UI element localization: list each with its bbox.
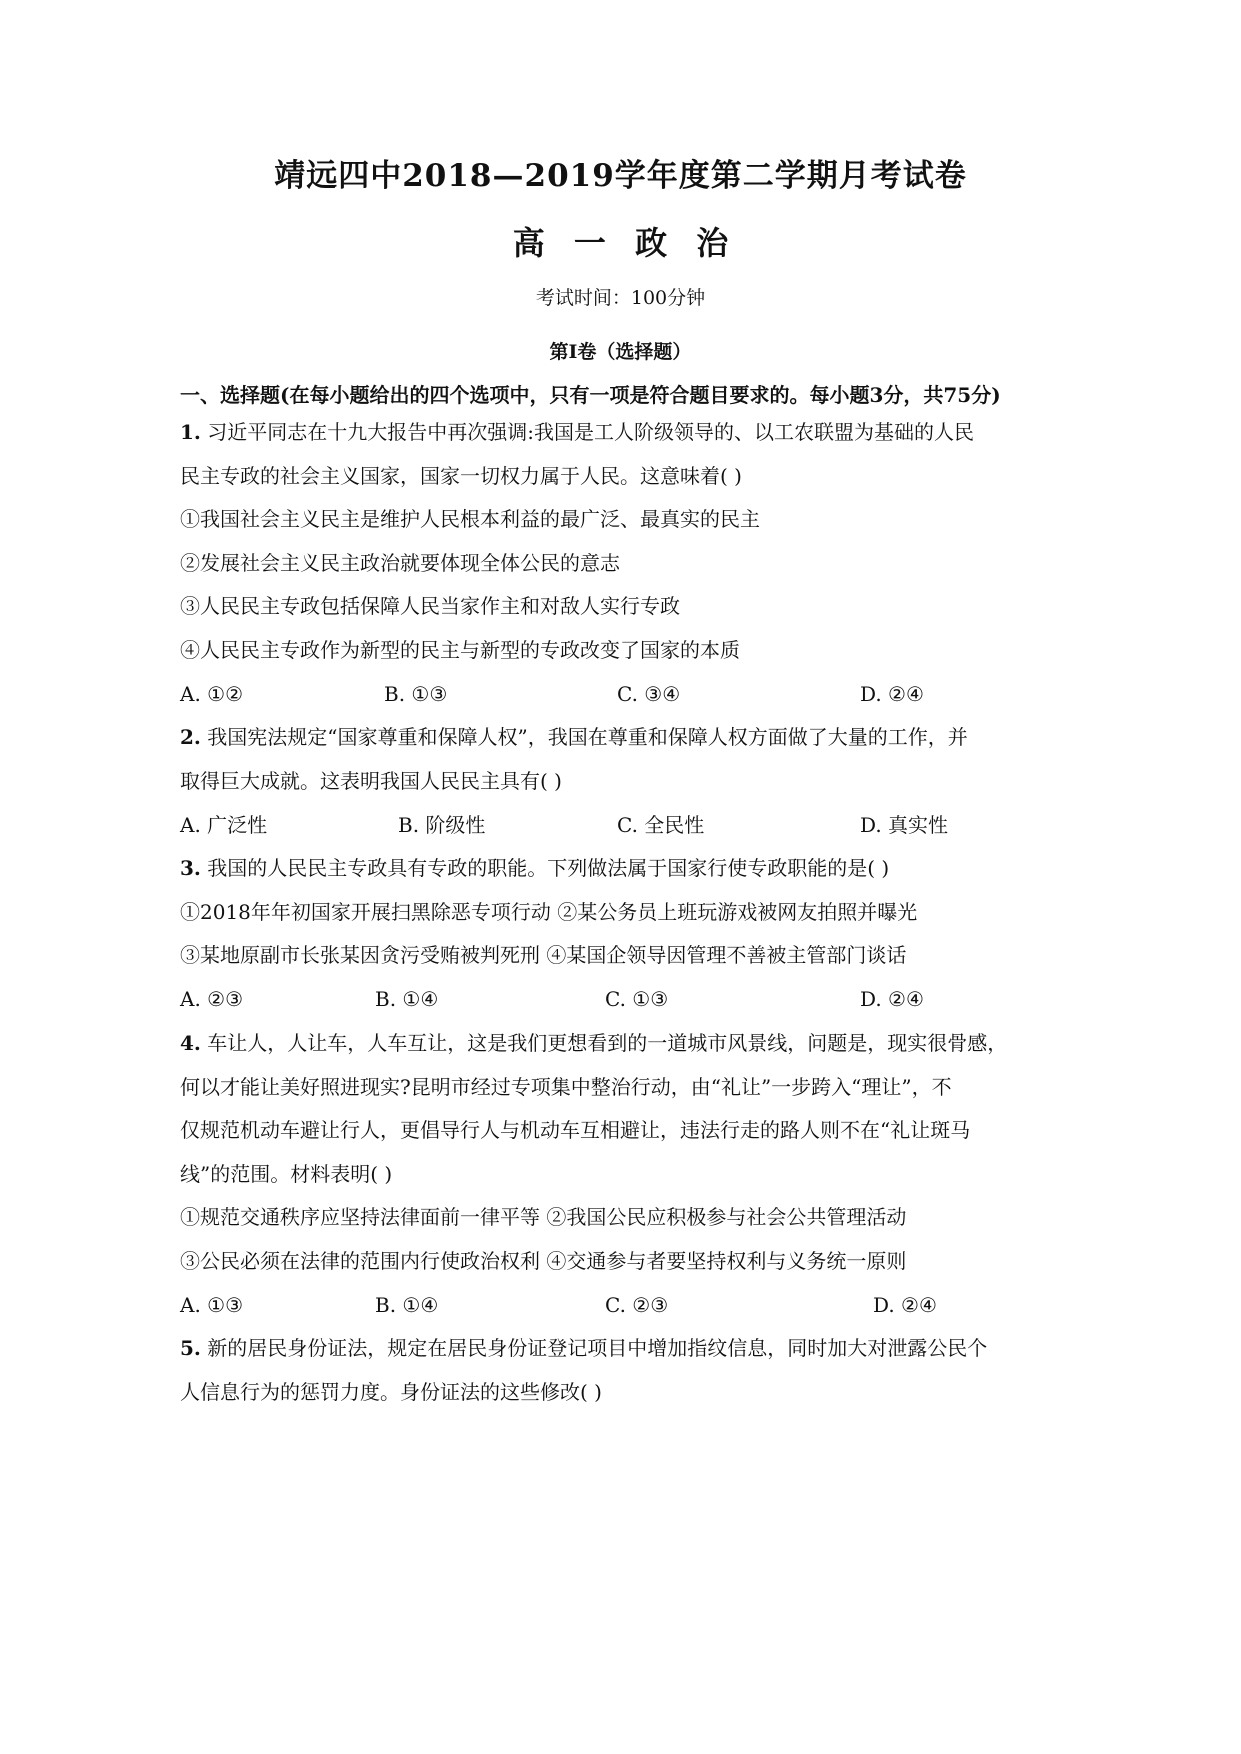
question-4-option-b: B. ①④ — [375, 1293, 439, 1317]
question-number: 5. — [180, 1336, 201, 1360]
question-2-option-d: D. 真实性 — [860, 813, 949, 837]
question-1-statement-1: ①我国社会主义民主是维护人民根本利益的最广泛、最真实的民主 — [180, 507, 760, 531]
question-3-option-b: B. ①④ — [375, 987, 439, 1011]
question-number: 3. — [180, 856, 201, 880]
question-number: 1. — [180, 420, 201, 444]
subject-title: 高 一 政 治 — [512, 224, 729, 262]
question-4-option-a: A. ①③ — [180, 1293, 244, 1317]
question-1-statement-2: ②发展社会主义民主政治就要体现全体公民的意志 — [180, 551, 620, 575]
question-3-stem-line-1: 3. 我国的人民民主专政具有专政的职能。下列做法属于国家行使专政职能的是( ) — [180, 856, 890, 880]
question-2-stem-line-1: 2. 我国宪法规定“国家尊重和保障人权”，我国在尊重和保障人权方面做了大量的工作，并 — [180, 725, 968, 749]
question-1-option-b: B. ①③ — [384, 682, 448, 706]
question-4-option-c: C. ②③ — [605, 1293, 669, 1317]
question-3-statement-line-2: ③某地原副市长张某因贪污受贿被判死刑 ④某国企领导因管理不善被主管部门谈话 — [180, 943, 907, 967]
question-5-stem-line-2: 人信息行为的惩罚力度。身份证法的这些修改( ) — [180, 1380, 602, 1404]
question-1-option-d: D. ②④ — [860, 682, 924, 706]
question-2-option-a: A. 广泛性 — [180, 813, 268, 837]
question-4-stem-line-4: 线”的范围。材料表明( ) — [180, 1162, 393, 1186]
volume-title: 第Ⅰ卷（选择题） — [549, 341, 692, 363]
section-instructions: 一、选择题(在每小题给出的四个选项中，只有一项是符合题目要求的。每小题3分，共75分) — [180, 383, 1001, 407]
question-4-option-d: D. ②④ — [873, 1293, 937, 1317]
question-2-option-b: B. 阶级性 — [398, 813, 486, 837]
question-1-stem-line-2: 民主专政的社会主义国家，国家一切权力属于人民。这意味着( ) — [180, 464, 742, 488]
question-1-statement-4: ④人民民主专政作为新型的民主与新型的专政改变了国家的本质 — [180, 638, 740, 662]
question-1-option-c: C. ③④ — [617, 682, 681, 706]
question-3-option-d: D. ②④ — [860, 987, 924, 1011]
question-number: 2. — [180, 725, 201, 749]
question-5-stem-line-1: 5. 新的居民身份证法，规定在居民身份证登记项目中增加指纹信息，同时加大对泄露公民个 — [180, 1336, 988, 1360]
question-4-statement-line-1: ①规范交通秩序应坚持法律面前一律平等 ②我国公民应积极参与社会公共管理活动 — [180, 1205, 907, 1229]
exam-time: 考试时间：100分钟 — [535, 287, 706, 309]
question-4-stem-line-1: 4. 车让人，人让车，人车互让，这是我们更想看到的一道城市风景线，问题是，现实很骨感， — [180, 1031, 1008, 1055]
question-2-stem-line-2: 取得巨大成就。这表明我国人民民主具有( ) — [180, 769, 562, 793]
question-number: 4. — [180, 1031, 201, 1055]
question-1-statement-3: ③人民民主专政包括保障人民当家作主和对敌人实行专政 — [180, 594, 680, 618]
question-3-statement-line-1: ①2018年年初国家开展扫黑除恶专项行动 ②某公务员上班玩游戏被网友拍照并曝光 — [180, 900, 918, 924]
question-3-option-a: A. ②③ — [180, 987, 244, 1011]
question-1-stem-line-1: 1. 习近平同志在十九大报告中再次强调:我国是工人阶级领导的、以工农联盟为基础的人民 — [180, 420, 974, 444]
question-4-stem-line-2: 何以才能让美好照进现实?昆明市经过专项集中整治行动，由“礼让”一步跨入“理让”，不 — [180, 1075, 952, 1099]
question-4-statement-line-2: ③公民必须在法律的范围内行使政治权利 ④交通参与者要坚持权利与义务统一原则 — [180, 1249, 907, 1273]
question-3-option-c: C. ①③ — [605, 987, 669, 1011]
exam-title: 靖远四中2018—2019学年度第二学期月考试卷 — [274, 158, 967, 194]
question-1-option-a: A. ①② — [180, 682, 244, 706]
question-2-option-c: C. 全民性 — [617, 813, 705, 837]
question-4-stem-line-3: 仅规范机动车避让行人，更倡导行人与机动车互相避让，违法行走的路人则不在“礼让斑马 — [180, 1118, 971, 1142]
